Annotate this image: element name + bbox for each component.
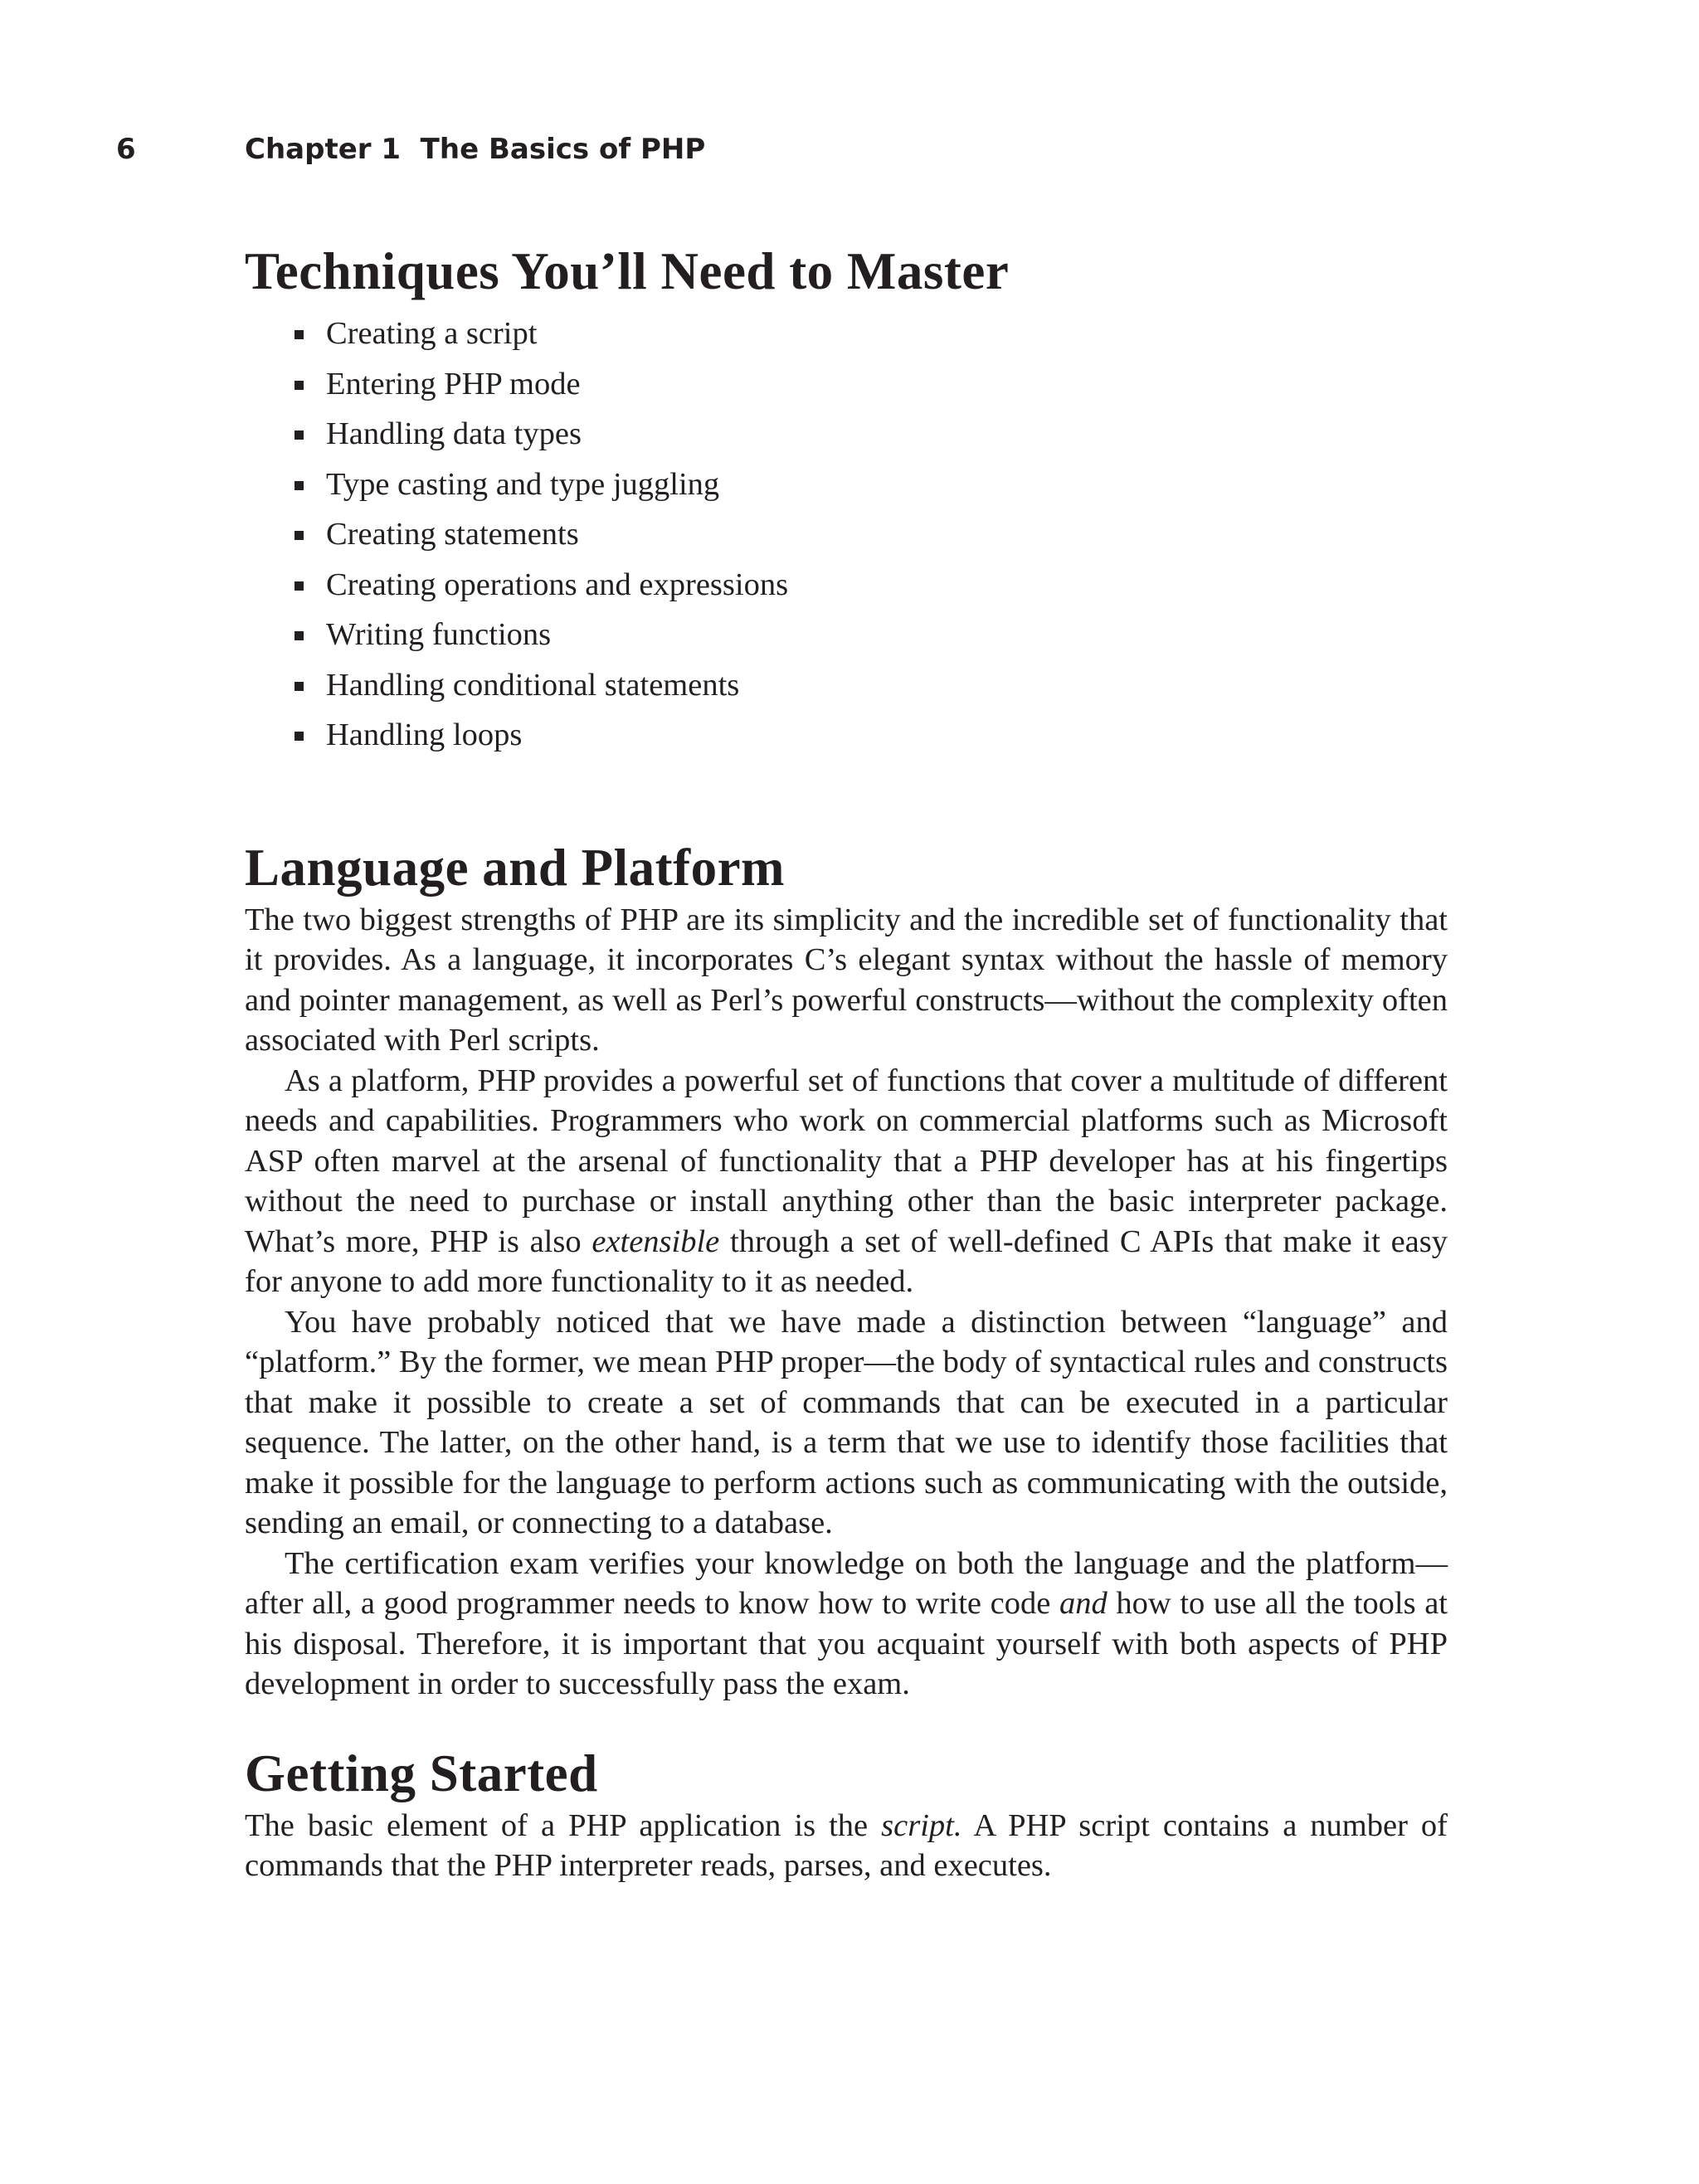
paragraph-text: A PHP script contains a number of commands that the PHP interpreter reads, parses, and executes. [245,1807,1448,1883]
square-bullet-icon [295,732,304,741]
list-item [245,660,1448,711]
emphasis-text: and [1059,1586,1108,1621]
page-body [245,241,1448,1886]
paragraph-text: through a set of well-defined C APIs that make it easy for anyone to add more functionality to it as needed. [245,1223,1448,1299]
list-item [245,460,1448,510]
paragraph: You have probably noticed that we have made a distinction between “language” and “platform.” By the former, we mean PHP proper—the body of syntactical rules and constructs that make it possible to create a set of commands that can be executed in a particular sequence. The latter, on the other hand, is a term that we use to identify those facilities that make it possible for the language to perform actions such as communicating with the outside, sending an email, or connecting to a database. [245,1304,1448,1540]
paragraph-text: how to use all the tools at his disposal. Therefore, it is important that you acquaint yourself with both aspects of PHP development in order to successfully pass the exam. [245,1586,1448,1701]
square-bullet-icon [295,682,304,691]
list-item [245,560,1448,610]
list-item [245,359,1448,410]
list-item [245,309,1448,359]
square-bullet-icon [295,531,304,540]
list-item-text: Creating a script [326,316,538,351]
section-heading-language: Language and Platform [245,838,786,897]
square-bullet-icon [295,631,304,640]
square-bullet-icon [295,430,304,440]
list-item-text: Type casting and type juggling [326,466,720,502]
running-head: Chapter 1 The Basics of PHP [245,133,706,166]
list-item [245,509,1448,560]
paragraph [245,1544,1448,1705]
list-item-text: Entering PHP mode [326,366,581,401]
paragraph [245,1061,1448,1302]
emphasis-text: extensible [591,1223,720,1259]
paragraph-text: The certification exam verifies your knowledge on both the language and the platform—after all, a good programmer needs to know how to write code [245,1545,1448,1621]
square-bullet-icon [295,481,304,490]
techniques-list [245,309,1448,761]
list-item [245,710,1448,761]
list-item-text: Handling conditional statements [326,667,740,703]
section-heading-getting-started: Getting Started [245,1744,598,1802]
list-item-text: Handling data types [326,416,582,451]
list-item-text: Writing functions [326,617,552,652]
paragraph-text: The basic element of a PHP application is the [245,1807,882,1843]
list-item [245,409,1448,460]
square-bullet-icon [295,381,304,390]
emphasis-text: script. [881,1807,962,1843]
square-bullet-icon [295,330,304,339]
list-item-text: Handling loops [326,717,523,752]
paragraph [245,1806,1448,1886]
paragraph: The two biggest strengths of PHP are its simplicity and the incredible set of functionality that it provides. As a language, it incorporates C’s elegant syntax without the hassle of memory and pointer management, as well as Perl’s powerful constructs—without the complexity often associated with Perl scripts. [245,902,1448,1058]
list-item [245,610,1448,660]
page-number: 6 [116,133,136,166]
list-item-text: Creating statements [326,517,579,552]
paragraph-text: As a platform, PHP provides a powerful set of functions that cover a multitude of different needs and capabilities. Programmers who work on commercial platforms such as Microsoft ASP often marvel at the arsenal of functionality that a PHP developer has at his fingertips without the need to purchase or install anything other than the basic interpreter package. What’s more, PHP is also [245,1063,1448,1259]
section-heading-techniques: Techniques You’ll Need to Master [245,242,1010,300]
list-item-text: Creating operations and expressions [326,567,789,602]
page-header [116,133,1609,173]
square-bullet-icon [295,581,304,591]
